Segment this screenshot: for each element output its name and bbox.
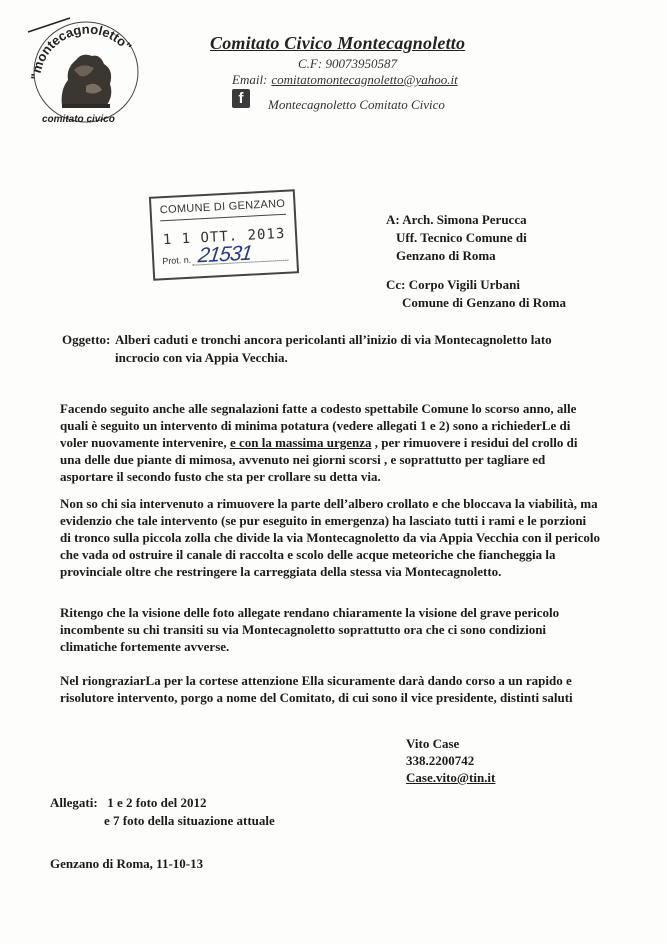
p1-text-start: Facendo seguito anche alle segnalazioni fatte a codesto spettabile Comune lo scorso anno, alle quali è seguito un intervento di minima potatura (vedere allegati 1 e 2) sono a richiederLe di voler nuovamente intervenire, [60,401,577,450]
statue-icon [62,55,112,108]
body-paragraph-3: Ritengo che la visione delle foto allegate rendano chiaramente la visione del grave pericolo incombente su chi transiti su via Montecagnoletto soprattutto ora che ci sono condizioni climatiche fortemente avverse. [60,605,560,654]
recipient-name: Arch. Simona Perucca [402,212,527,227]
subject-line-2: incrocio con via Appia Vecchia. [115,350,288,365]
body-paragraph-2: Non so chi sia intervenuto a rimuovere la parte dell’albero crollato e che bloccava la viabilità, ma evidenzio che tale intervento (se pur eseguito in emergenza) ha lasciato tutti i rami e le porzioni di tronco sulla piccola zolla che divide la via Montecagnoletto da via Appia Vecchia con il pericolo che vada od ostruire il canale di raccolta e scolo delle acque meteoriche che fiancheggia la provinciale oltre che restringere la carreggiata della stessa via Montecagnoletto. [60,496,600,579]
logo-bottom-text: comitato civico [42,114,115,125]
signer-email-link[interactable]: Case.vito@tin.it [406,770,496,785]
signer-name: Vito Case [406,736,460,751]
stamp-title: COMUNE DI GENZANO [159,197,286,217]
cc-block [386,276,566,312]
signer-phone: 338.2200742 [406,753,475,768]
facebook-page-name: Montecagnoletto Comitato Civico [268,97,445,112]
signature-block [406,735,495,786]
place-and-date: Genzano di Roma, 11-10-13 [50,856,204,871]
tax-code: C.F: 90073950587 [298,56,397,71]
cc-city: Comune di Genzano di Roma [402,295,566,310]
recipient-block [386,211,527,265]
attachments-label: Allegati: [50,795,98,810]
to-prefix: A: [386,212,400,227]
subject-label: Oggetto: [62,332,111,347]
attachments-block [50,794,275,830]
attachment-line-2: e 7 foto della situazione attuale [104,813,275,828]
email-label: Email: [232,72,268,87]
committee-title: Comitato Civico Montecagnoletto [210,33,466,53]
header-email-line [232,72,458,88]
recipient-name-line [386,211,527,229]
committee-email-link[interactable]: comitatomontecagnoletto@yahoo.it [271,72,458,87]
committee-logo [22,10,152,128]
subject-line-1: Alberi caduti e tronchi ancora pericolanti all’inizio di via Montecagnoletto lato [115,332,552,347]
stamp-protocol-number: 21531 [196,241,253,268]
p1-text-end: , per rimuovere i residui del crollo di una delle due piante di mimosa, avvenuto nei giorni scorsi , e soprattutto per tagliare ed asportare il secondo fusto che sta per crollare su detta via. [60,435,578,484]
facebook-icon: f [232,89,250,108]
stamp-date: 1 1 OTT. 2013 [162,225,286,249]
cc-name: Corpo Vigili Urbani [408,277,520,292]
recipient-office: Uff. Tecnico Comune di [396,230,527,245]
stamp-protocol-label: Prot. n. [162,254,192,267]
recipient-city: Genzano di Roma [396,248,496,263]
logo-ring-text: "montecagnoletto" [27,21,135,81]
protocol-stamp [149,189,299,281]
attachment-line-1: 1 e 2 foto del 2012 [107,795,207,810]
p1-urgency-emphasis: e con la massima urgenza [229,435,372,450]
body-paragraph-4: Nel riongraziarLa per la cortese attenzione Ella sicuramente darà dando corso a un rapido e risolutore intervento, porgo a nome del Comitato, di cui sono il vice presidente, distinti saluti [60,673,573,705]
cc-prefix: Cc: [386,277,406,292]
cc-name-line [386,276,566,294]
subject-block [62,331,582,367]
body-paragraph-1 [60,400,600,485]
